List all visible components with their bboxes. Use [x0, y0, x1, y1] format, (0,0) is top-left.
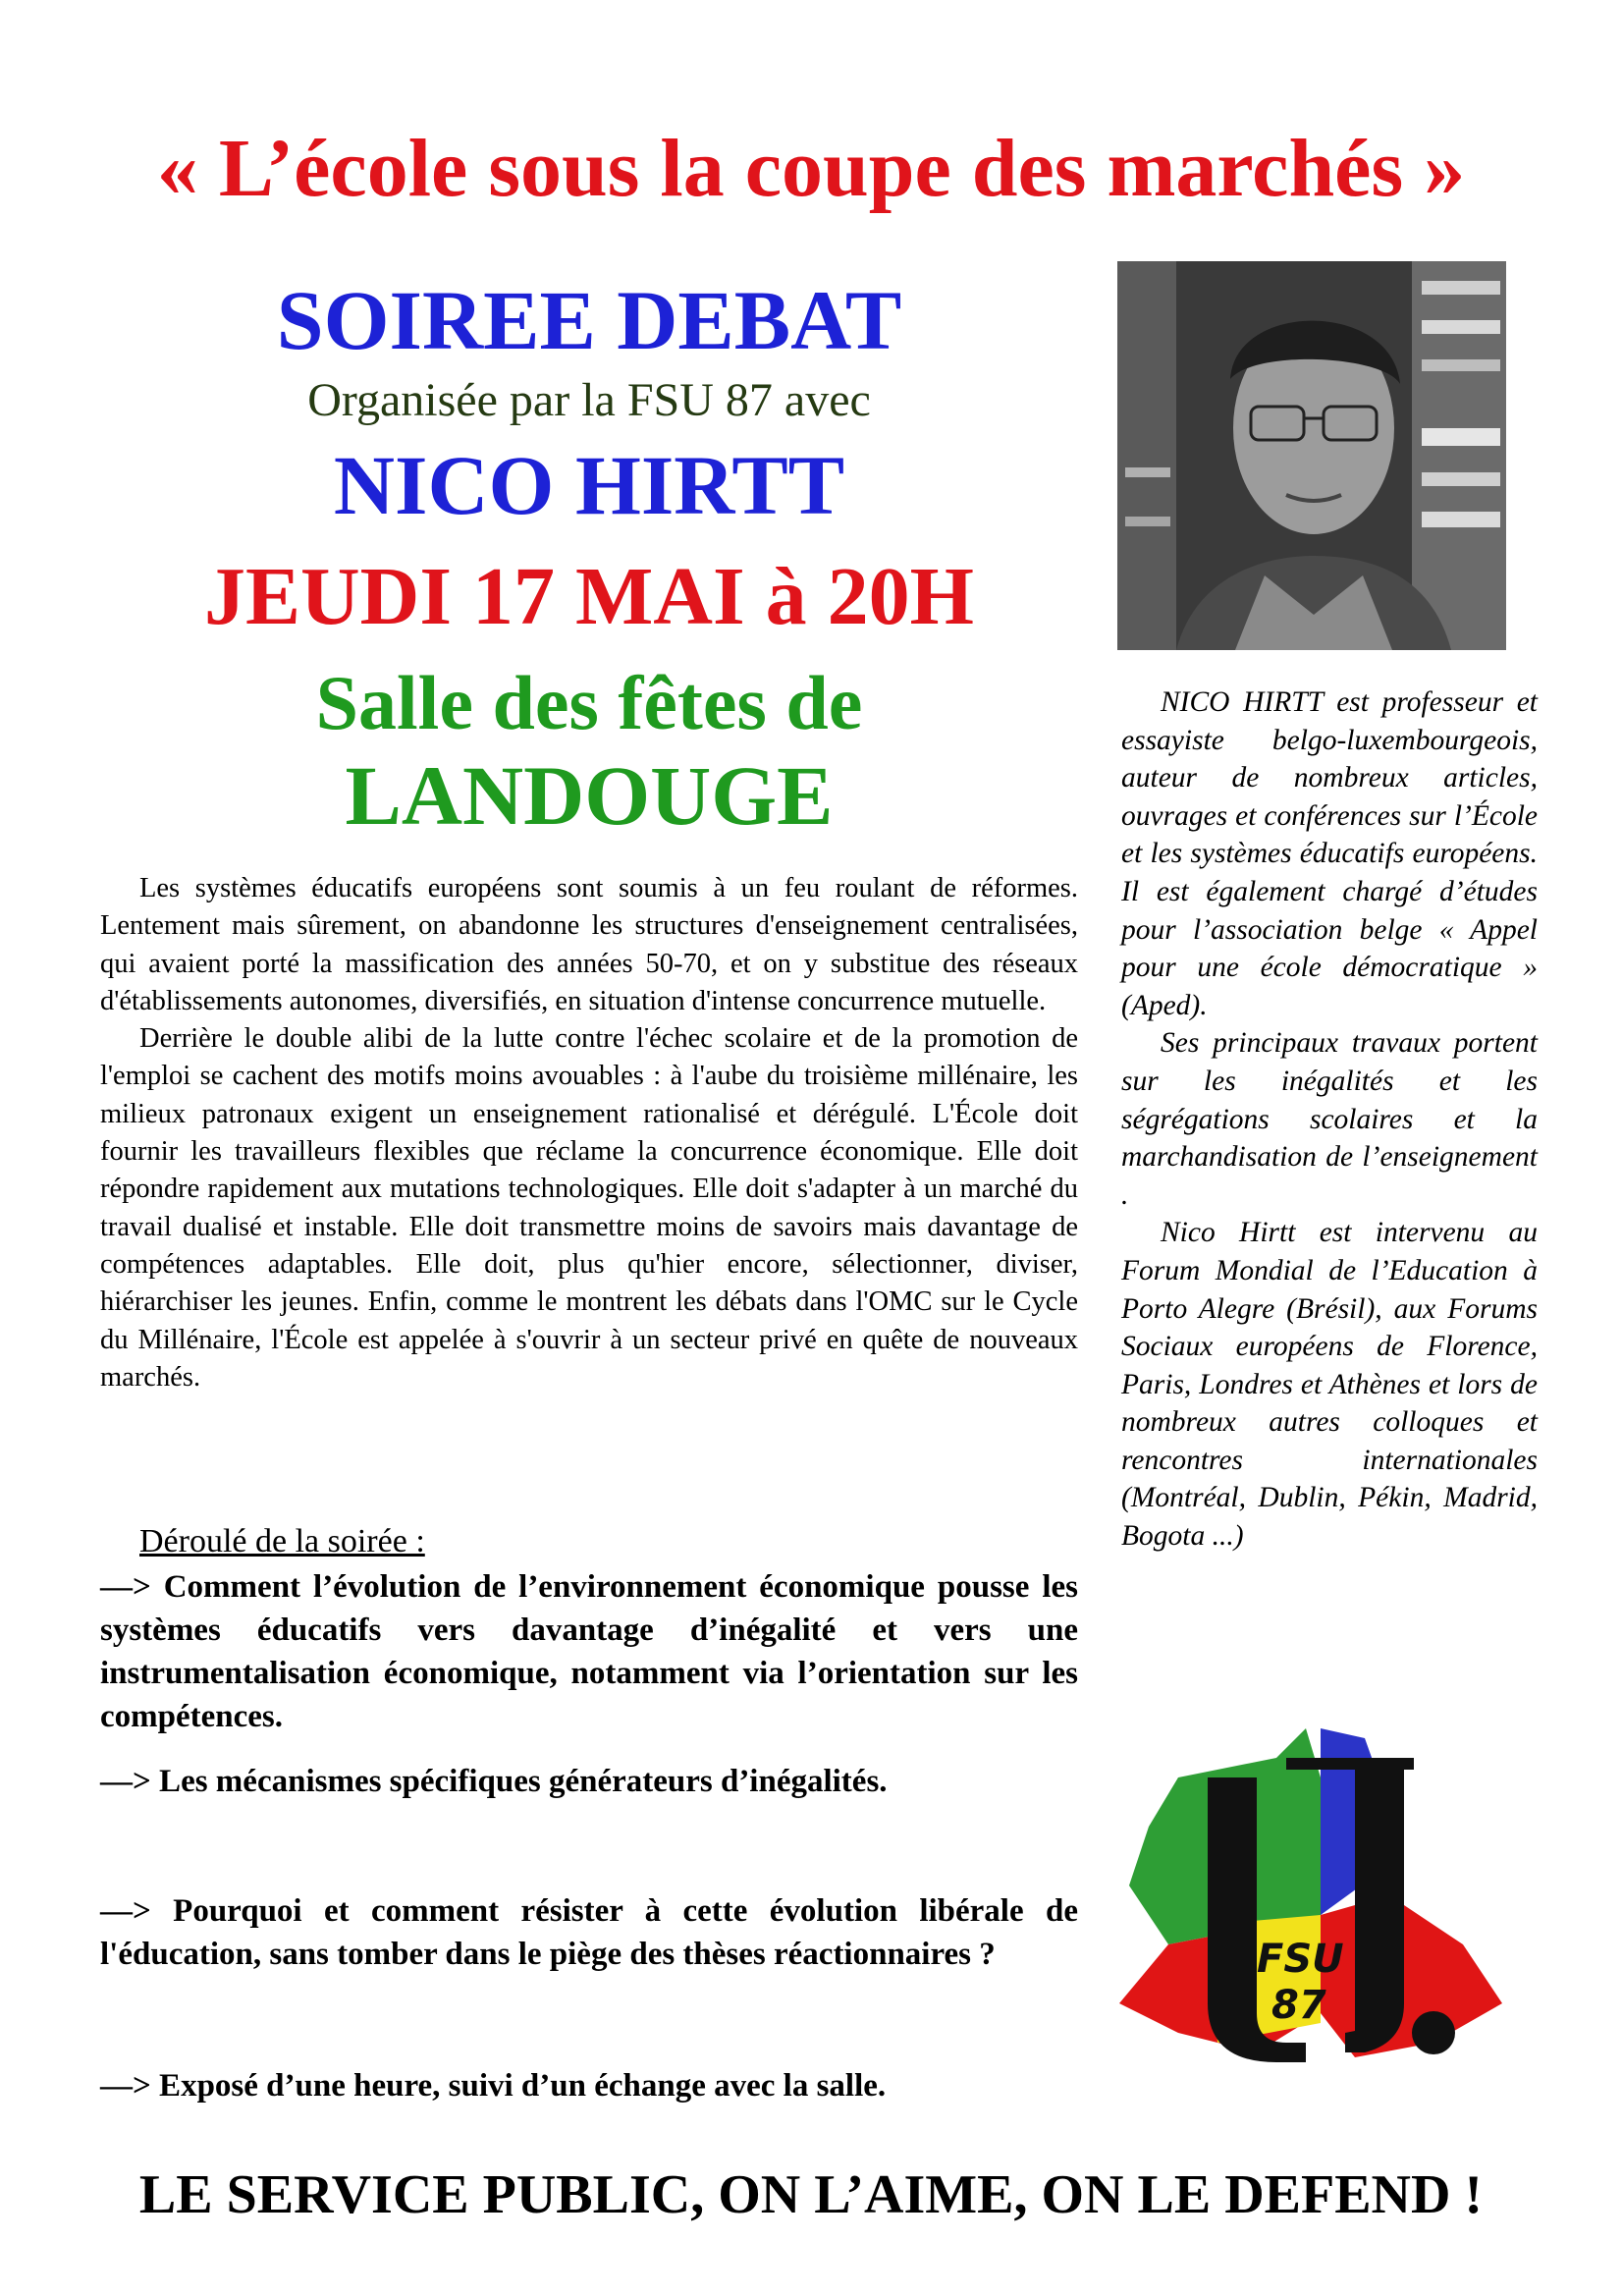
venue-line-2: LANDOUGE: [345, 748, 834, 843]
agenda-item: —> Comment l’évolution de l’environnement économique pousse les systèmes éducatifs vers davantage d’inégalité et vers une instrumentalisation économique, notamment via l’orientation sur les compétences.: [100, 1569, 1078, 1734]
venue-line-1: Salle des fêtes de: [315, 660, 863, 745]
agenda-item: —> Les mécanismes spécifiques générateurs d’inégalités.: [100, 1764, 888, 1799]
organizer-line: Organisée par la FSU 87 avec: [307, 374, 871, 426]
speaker-photo: [1117, 261, 1506, 650]
fsu-logo-icon: [1109, 1719, 1522, 2082]
intro-paragraph-2: Derrière le double alibi de la lutte contre l'échec scolaire et de la promotion de l'emploi se cachent des motifs moins avouables : à l'aube du troisième millénaire, les milieux patronaux exigent un enseignement rationalisé et dérégulé. L'École doit fournir les travailleurs flexibles que réclame la concurrence économique. Elle doit répondre rapidement aux mutations technologiques. Elle doit s'adapter à un marché du travail dualisé et instable. Elle doit transmettre moins de savoirs mais davantage de compétences adaptables. Elle doit, plus qu'hier encore, sélectionner, diviser, hiérarchiser les jeunes. Enfin, comme le montrent les débats dans l'OMC sur le Cycle du Millénaire, l'École est appelée à s'ouvrir à un secteur privé en quête de nouveaux marchés.: [100, 1023, 1078, 1393]
footer-slogan: LE SERVICE PUBLIC, ON L’AIME, ON LE DEFEND !: [138, 2164, 1484, 2225]
event-date: JEUDI 17 MAI à 20H: [203, 551, 974, 642]
speaker-bio: [1121, 683, 1538, 1556]
bio-paragraph-3: Nico Hirtt est intervenu au Forum Mondial de l’Education à Porto Alegre (Brésil), aux Forums Sociaux européens de Florence, Paris, Londres et Athènes et lors de nombreux autres colloques et rencontres internationales (Montréal, Dublin, Pékin, Madrid, Bogota ...): [1121, 1217, 1538, 1553]
fsu-87-logo: [1109, 1719, 1522, 2082]
agenda-item: —> Pourquoi et comment résister à cette évolution libérale de l'éducation, sans tomber dans le piège des thèses réactionnaires ?: [100, 1893, 1078, 1972]
bio-paragraph-2: Ses principaux travaux portent sur les inégalités et les ségrégations scolaires et la marchandisation de l’enseignement .: [1121, 1027, 1538, 1211]
agenda-item: —> Exposé d’une heure, suivi d’un échange avec la salle.: [100, 2068, 887, 2104]
intro-text: [100, 870, 1078, 1396]
event-type: SOIREE DEBAT: [276, 273, 902, 367]
bio-paragraph-1: NICO HIRTT est professeur et essayiste belgo-luxembourgeois, auteur de nombreux articles, ouvrages et conférences sur l’École et les systèmes éducatifs européens. Il est également chargé d’études pour l’association belge « Appel pour une école démocratique » (Aped).: [1121, 686, 1538, 1021]
speaker-name: NICO HIRTT: [333, 438, 845, 532]
intro-paragraph-1: Les systèmes éducatifs européens sont soumis à un feu roulant de réformes. Lentement mais sûrement, on abandonne les structures d'enseignement centralisées, qui avaient porté la massification des années 50-70, et on y substitue des réseaux d'établissements autonomes, diversifiés, en situation d'intense concurrence mutuelle.: [100, 873, 1078, 1016]
logo-text-fsu: FSU: [1257, 1937, 1344, 1982]
agenda-title: Déroulé de la soirée :: [139, 1523, 425, 1559]
portrait-icon: [1117, 261, 1506, 650]
main-title: « L’école sous la coupe des marchés »: [156, 123, 1466, 214]
logo-text-87: 87: [1271, 1983, 1326, 2028]
